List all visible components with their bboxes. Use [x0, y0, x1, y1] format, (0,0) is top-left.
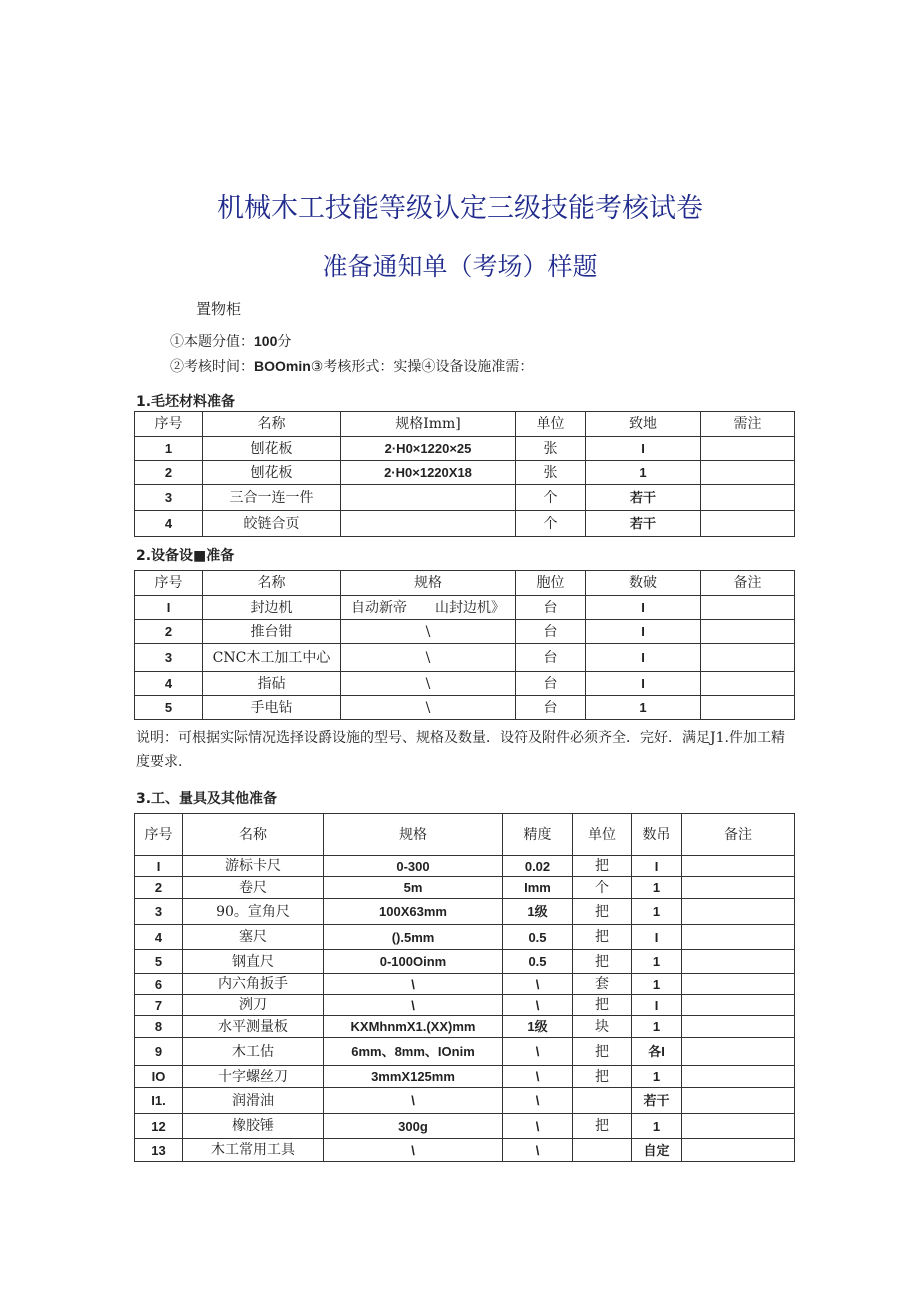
table-cell: 十字螺丝刀: [183, 1066, 324, 1088]
table-cell: 0.02: [503, 856, 573, 877]
table-cell: 推台钳: [203, 620, 341, 644]
table-cell: [682, 925, 795, 950]
table-cell: 橡胶锤: [183, 1114, 324, 1139]
section3-title: 3.工、量具及其他准备: [136, 791, 278, 807]
exam-subject: 置物柜: [196, 300, 242, 318]
table-cell: [682, 1139, 795, 1162]
table-cell: \: [341, 696, 516, 720]
table-row: [135, 877, 795, 899]
table-cell: 把: [573, 1066, 632, 1088]
table-cell: [682, 950, 795, 974]
table-cell: 3mmX125mm: [324, 1066, 503, 1088]
table-cell: 若干: [586, 511, 701, 537]
table-cell: 1: [135, 437, 203, 461]
table-cell: [701, 511, 795, 537]
table-cell: 张: [516, 461, 586, 485]
table-row: [135, 672, 795, 696]
table-row: [135, 1139, 795, 1162]
equipment-table: [134, 570, 795, 720]
table-row: [135, 856, 795, 877]
table-cell: [341, 485, 516, 511]
table-cell: 2·H0×1220X18: [341, 461, 516, 485]
table-cell: 3: [135, 644, 203, 672]
table-row: [135, 1088, 795, 1114]
table-header-row: [135, 571, 795, 596]
table-cell: 块: [573, 1016, 632, 1038]
table-cell: I: [586, 437, 701, 461]
column-header: 需注: [701, 412, 795, 437]
table-cell: \: [503, 1066, 573, 1088]
column-header: 规格Imm]: [341, 412, 516, 437]
table-cell: 4: [135, 925, 183, 950]
table-cell: I: [632, 995, 682, 1016]
table-cell: 台: [516, 644, 586, 672]
table-cell: I1.: [135, 1088, 183, 1114]
section1-title: 1.毛坯材料准备: [136, 394, 236, 410]
table-cell: 6mm、8mm、IOnim: [324, 1038, 503, 1066]
table-row: [135, 511, 795, 537]
table-cell: 2: [135, 461, 203, 485]
table-cell: [682, 1016, 795, 1038]
table-cell: 若干: [632, 1088, 682, 1114]
time-line: [170, 356, 533, 376]
table-row: [135, 1038, 795, 1066]
table-cell: [682, 1038, 795, 1066]
table-cell: 个: [516, 511, 586, 537]
table-cell: KXMhnmX1.(XX)mm: [324, 1016, 503, 1038]
table-cell: 2: [135, 877, 183, 899]
table-cell: \: [341, 620, 516, 644]
document-title: 机械木工技能等级认定三级技能考核试卷: [217, 193, 703, 224]
table-cell: 3: [135, 485, 203, 511]
table-header-row: [135, 814, 795, 856]
score-unit: 分: [277, 334, 292, 350]
table-cell: 5: [135, 696, 203, 720]
table-row: [135, 925, 795, 950]
table-cell: 90。宣角尺: [183, 899, 324, 925]
table-cell: 三合一连一件: [203, 485, 341, 511]
table-cell: [701, 461, 795, 485]
table-cell: 塞尺: [183, 925, 324, 950]
table-row: [135, 995, 795, 1016]
exam-form-text: ③考核形式：实操④设备设施准需：: [310, 359, 534, 375]
table-cell: \: [503, 995, 573, 1016]
table-cell: 1: [632, 950, 682, 974]
table-cell: I: [586, 672, 701, 696]
table-row: [135, 620, 795, 644]
table-cell: 套: [573, 974, 632, 995]
column-header: 胞位: [516, 571, 586, 596]
document-subtitle: 准备通知单（考场）样题: [322, 252, 598, 281]
column-header: 名称: [203, 412, 341, 437]
table-row: [135, 1016, 795, 1038]
section2-title: 2.设备设■准备: [136, 548, 235, 564]
table-cell: [701, 696, 795, 720]
table-cell: [682, 1114, 795, 1139]
table-cell: CNC木工加工中心: [203, 644, 341, 672]
table-cell: I: [135, 856, 183, 877]
table-cell: 个: [516, 485, 586, 511]
table-cell: 把: [573, 950, 632, 974]
score-line: [170, 331, 291, 351]
equipment-note: 说明：可根据实际情况选择设爵设施的型号、规格及数量．设符及附件必须齐全．完好．满足J1.件加工精度要求.: [136, 730, 785, 770]
table-cell: 木工常用工具: [183, 1139, 324, 1162]
column-header: 单位: [516, 412, 586, 437]
table-cell: 个: [573, 877, 632, 899]
table-row: [135, 974, 795, 995]
column-header: 备注: [701, 571, 795, 596]
table-cell: 刨花板: [203, 437, 341, 461]
table-cell: 1级: [503, 899, 573, 925]
table-cell: 1: [632, 1016, 682, 1038]
table-cell: 1: [586, 696, 701, 720]
table-cell: [682, 1066, 795, 1088]
table-header-row: [135, 412, 795, 437]
table-cell: 各I: [632, 1038, 682, 1066]
table-cell: \: [503, 1139, 573, 1162]
table-cell: 0-300: [324, 856, 503, 877]
table-cell: 自定: [632, 1139, 682, 1162]
column-header: 精度: [503, 814, 573, 856]
table-cell: I: [586, 620, 701, 644]
table-cell: 1级: [503, 1016, 573, 1038]
table-cell: 0-100Oinm: [324, 950, 503, 974]
table-cell: I: [586, 644, 701, 672]
table-cell: 9: [135, 1038, 183, 1066]
table-cell: 12: [135, 1114, 183, 1139]
column-header: 规格: [324, 814, 503, 856]
table-cell: 1: [586, 461, 701, 485]
table-cell: 0.5: [503, 950, 573, 974]
table-cell: 把: [573, 995, 632, 1016]
table-cell: 台: [516, 620, 586, 644]
column-header: 数吊: [632, 814, 682, 856]
table-cell: 刨花板: [203, 461, 341, 485]
table-cell: 若干: [586, 485, 701, 511]
table-cell: 100X63mm: [324, 899, 503, 925]
column-header: 序号: [135, 814, 183, 856]
table-cell: \: [324, 1139, 503, 1162]
table-cell: 13: [135, 1139, 183, 1162]
table-row: [135, 950, 795, 974]
table-cell: 润滑油: [183, 1088, 324, 1114]
table-cell: [682, 995, 795, 1016]
table-cell: [341, 511, 516, 537]
table-cell: 2·H0×1220×25: [341, 437, 516, 461]
table-cell: 6: [135, 974, 183, 995]
table-cell: 水平测量板: [183, 1016, 324, 1038]
table-cell: 张: [516, 437, 586, 461]
table-cell: 自动新帝 山封边机》: [341, 596, 516, 620]
column-header: 单位: [573, 814, 632, 856]
table-row: [135, 485, 795, 511]
score-value: 100: [254, 333, 278, 349]
table-cell: 5m: [324, 877, 503, 899]
column-header: 规格: [341, 571, 516, 596]
table-cell: 2: [135, 620, 203, 644]
table-cell: ().5mm: [324, 925, 503, 950]
score-label: ①本题分值：: [170, 334, 254, 350]
table-cell: 卷尺: [183, 877, 324, 899]
table-cell: [701, 596, 795, 620]
table-cell: \: [341, 672, 516, 696]
table-cell: \: [503, 974, 573, 995]
table-cell: 1: [632, 1066, 682, 1088]
table-cell: 指砧: [203, 672, 341, 696]
tools-table: [134, 813, 795, 1162]
table-cell: 内六角扳手: [183, 974, 324, 995]
column-header: 数破: [586, 571, 701, 596]
table-cell: 把: [573, 925, 632, 950]
table-cell: [701, 620, 795, 644]
table-cell: [701, 672, 795, 696]
table-cell: 洌刀: [183, 995, 324, 1016]
table-row: [135, 644, 795, 672]
table-cell: 钢直尺: [183, 950, 324, 974]
table-cell: [701, 644, 795, 672]
table-row: [135, 461, 795, 485]
table-cell: 台: [516, 696, 586, 720]
table-cell: [682, 899, 795, 925]
table-cell: 1: [632, 1114, 682, 1139]
table-row: [135, 596, 795, 620]
table-row: [135, 1114, 795, 1139]
table-cell: [573, 1139, 632, 1162]
table-cell: 游标卡尺: [183, 856, 324, 877]
table-cell: \: [341, 644, 516, 672]
table-row: [135, 437, 795, 461]
table-cell: 木工估: [183, 1038, 324, 1066]
column-header: 名称: [183, 814, 324, 856]
table-cell: 把: [573, 1114, 632, 1139]
time-label: ②考核时间：: [170, 359, 254, 375]
table-row: [135, 1066, 795, 1088]
table-cell: Imm: [503, 877, 573, 899]
table-cell: [682, 974, 795, 995]
table-cell: 7: [135, 995, 183, 1016]
table-row: [135, 696, 795, 720]
table-cell: 5: [135, 950, 183, 974]
table-cell: 1: [632, 877, 682, 899]
table-cell: 4: [135, 672, 203, 696]
table-cell: 1: [632, 974, 682, 995]
table-cell: \: [324, 974, 503, 995]
table-cell: \: [324, 995, 503, 1016]
table-cell: I: [632, 856, 682, 877]
column-header: 序号: [135, 571, 203, 596]
table-cell: [682, 1088, 795, 1114]
table-cell: 台: [516, 672, 586, 696]
table-cell: \: [324, 1088, 503, 1114]
table-cell: I: [586, 596, 701, 620]
table-row: [135, 899, 795, 925]
table-cell: 3: [135, 899, 183, 925]
table-cell: 300g: [324, 1114, 503, 1139]
table-cell: 手电钻: [203, 696, 341, 720]
table-cell: [701, 437, 795, 461]
table-cell: [682, 877, 795, 899]
table-cell: 把: [573, 899, 632, 925]
table-cell: I: [135, 596, 203, 620]
table-cell: I: [632, 925, 682, 950]
time-value: BOOmin: [254, 358, 311, 374]
table-cell: [701, 485, 795, 511]
table-cell: 台: [516, 596, 586, 620]
column-header: 名称: [203, 571, 341, 596]
column-header: 备注: [682, 814, 795, 856]
table-cell: 4: [135, 511, 203, 537]
table-cell: \: [503, 1038, 573, 1066]
table-cell: \: [503, 1114, 573, 1139]
table-cell: 把: [573, 1038, 632, 1066]
table-cell: 皎链合页: [203, 511, 341, 537]
table-cell: 把: [573, 856, 632, 877]
table-cell: IO: [135, 1066, 183, 1088]
table-cell: 0.5: [503, 925, 573, 950]
table-cell: 1: [632, 899, 682, 925]
table-cell: [682, 856, 795, 877]
materials-table: [134, 411, 795, 537]
table-cell: \: [503, 1088, 573, 1114]
table-cell: 封边机: [203, 596, 341, 620]
table-cell: [573, 1088, 632, 1114]
column-header: 序号: [135, 412, 203, 437]
column-header: 致地: [586, 412, 701, 437]
table-cell: 8: [135, 1016, 183, 1038]
